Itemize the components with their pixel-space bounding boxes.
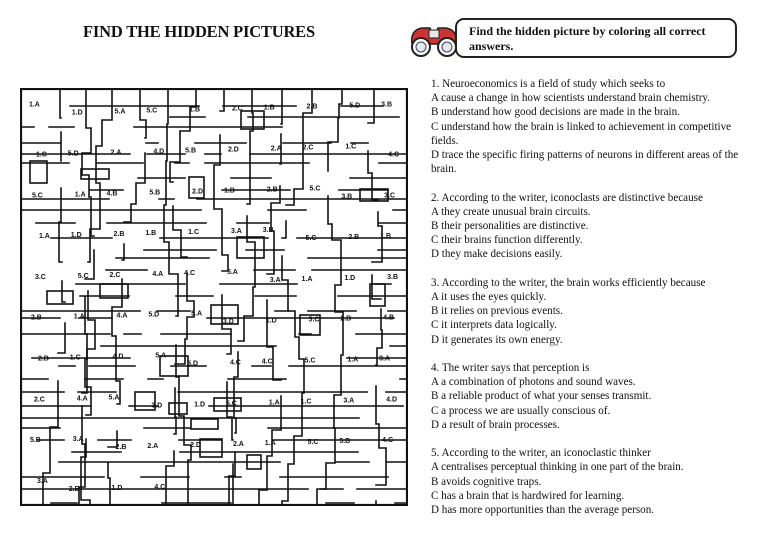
region-label[interactable]: 1.C	[69, 354, 81, 362]
region-label[interactable]: 5.C	[309, 185, 321, 193]
option-a: A they create unusual brain circuits.	[431, 205, 591, 218]
region-label[interactable]: 5.C	[225, 400, 237, 408]
region-label[interactable]: 1.B	[189, 106, 201, 114]
region-label[interactable]: 1.A	[268, 399, 280, 407]
question-stem: 5. According to the writer, an iconoclastic thinker	[431, 447, 651, 460]
question-stem: 1. Neuroeconomics is a field of study which seeks to	[431, 78, 666, 90]
region-label[interactable]: 3.B	[341, 193, 353, 201]
region-label[interactable]: 1.D	[111, 484, 123, 492]
region-label[interactable]: 5.C	[146, 107, 158, 115]
region-label[interactable]: 4.C	[184, 269, 196, 277]
question-1	[431, 77, 761, 176]
region-label[interactable]: 5.C	[77, 272, 89, 280]
worksheet-title: FIND THE HIDDEN PICTURES	[83, 22, 315, 41]
region-label[interactable]: 1.C	[188, 229, 200, 237]
region-label[interactable]: 1.C	[345, 143, 357, 151]
region-label[interactable]: 1.D	[70, 232, 82, 240]
region-label[interactable]: 3.B	[381, 101, 393, 109]
option-c: C has a brain that is hardwired for learning.	[431, 489, 625, 502]
option-d: D a result of brain processes.	[431, 418, 560, 431]
region-label[interactable]: 3.D	[222, 318, 234, 326]
binoculars-icon	[406, 20, 462, 60]
grid-box	[191, 419, 218, 429]
region-label[interactable]: 2.D	[227, 146, 239, 154]
region-label[interactable]: 2.D	[192, 188, 204, 196]
question-4	[431, 361, 761, 432]
instruction-box	[455, 18, 737, 58]
region-label[interactable]: 3.B	[387, 273, 399, 281]
region-label[interactable]: 1.B	[145, 230, 157, 238]
region-label[interactable]: 3.A	[72, 436, 84, 444]
question-5	[431, 446, 761, 517]
region-label[interactable]: 2.B	[266, 186, 278, 194]
region-label[interactable]: 5.D	[349, 102, 361, 110]
region-label[interactable]: 2.C	[231, 105, 243, 113]
question-stem: 3. According to the writer, the brain works efficiently because	[431, 276, 706, 289]
option-b: B it relies on previous events.	[431, 305, 563, 318]
question-2	[431, 191, 761, 262]
option-b: B a reliable product of what your senses transmit.	[431, 390, 652, 403]
option-a: A cause a change in how scientists understand brain chemistry.	[431, 92, 711, 105]
region-label[interactable]: 3.A	[230, 228, 242, 236]
region-label[interactable]: 5.D	[187, 360, 199, 368]
grid-box	[169, 403, 187, 414]
region-label[interactable]: 4.C	[382, 437, 394, 445]
option-b: B avoids cognitive traps.	[431, 475, 542, 488]
region-label[interactable]: 2.A	[110, 149, 122, 157]
region-label[interactable]: 2.C	[302, 144, 314, 152]
region-label[interactable]: 2.B	[113, 231, 125, 239]
option-a: A a combination of photons and sound waves.	[431, 376, 636, 389]
region-label[interactable]: 2.D	[190, 442, 202, 450]
region-label[interactable]: 4.C	[388, 151, 400, 159]
region-label[interactable]: 4.D	[386, 396, 398, 404]
option-c: C a process we are usually conscious of.	[431, 404, 611, 417]
option-b: B understand how good decisions are made in the brain.	[431, 106, 680, 119]
region-label[interactable]: 3.A	[269, 276, 281, 284]
region-label[interactable]: 5.C	[31, 192, 43, 200]
region-label[interactable]: 5.B	[29, 437, 41, 445]
region-label[interactable]: 2.A	[147, 443, 159, 451]
region-label[interactable]: 3.C	[384, 192, 396, 200]
option-b: B their personalities are distinctive.	[431, 220, 589, 233]
region-label[interactable]: 4.A	[152, 270, 164, 278]
region-label[interactable]: 5.B	[339, 438, 351, 446]
region-label[interactable]: 1.A	[73, 313, 85, 321]
region-label[interactable]: 1.A	[347, 356, 359, 364]
region-label[interactable]: 1.C	[300, 398, 312, 406]
region-label[interactable]: 1.A	[264, 440, 276, 448]
region-label[interactable]: 2.A	[232, 441, 244, 449]
region-label[interactable]: 4.A	[116, 312, 128, 320]
region-label[interactable]: 2.B	[68, 485, 80, 493]
region-label[interactable]: 1.A	[38, 233, 50, 241]
option-c: C understand how the brain is linked to achievement in competitive fields.	[431, 120, 732, 147]
region-label[interactable]: 3.C	[34, 273, 46, 281]
region-label[interactable]: 2.B	[340, 315, 352, 323]
region-label[interactable]: 1.B	[263, 104, 275, 112]
region-label[interactable]: 2.B	[37, 355, 49, 363]
region-label[interactable]: 5.B	[149, 189, 161, 197]
grid-box	[81, 169, 109, 179]
region-label[interactable]: 2.A	[270, 145, 282, 153]
region-label[interactable]: 1.D	[71, 109, 83, 117]
region-label[interactable]: 5.D	[67, 150, 79, 158]
question-list	[431, 77, 761, 531]
region-label[interactable]: 1.B	[380, 233, 392, 241]
region-label[interactable]: 3.A	[36, 477, 48, 485]
region-label[interactable]: 4.B	[106, 190, 118, 198]
region-label[interactable]: 4.D	[112, 353, 124, 361]
region-label[interactable]: 1.A	[74, 191, 86, 199]
region-label[interactable]: 4.C	[261, 358, 273, 366]
region-label[interactable]: 4.D	[153, 148, 165, 156]
question-3	[431, 276, 761, 347]
question-stem: 2. According to the writer, iconoclasts are distinctive because	[431, 191, 703, 204]
region-label[interactable]: 3.B	[262, 227, 274, 235]
region-label[interactable]: 5.C	[308, 316, 320, 324]
region-label[interactable]: 2.C	[33, 396, 45, 404]
region-label[interactable]: 1.B	[223, 187, 235, 195]
region-label[interactable]: 1.C	[35, 151, 47, 159]
option-a: A it uses the eyes quickly.	[431, 291, 547, 304]
grid-box	[200, 439, 222, 457]
option-d: D has more opportunities than the average person.	[431, 504, 655, 517]
region-label[interactable]: 1.D	[265, 317, 277, 325]
region-label[interactable]: 5.B	[185, 147, 197, 155]
region-label[interactable]: 5.C	[307, 439, 319, 447]
maze-grid-svg	[20, 88, 408, 506]
grid-box	[237, 237, 264, 258]
instruction-text: Find the hidden picture by coloring all correct answers.	[469, 24, 706, 53]
region-label[interactable]: 5.C	[305, 235, 317, 243]
region-label[interactable]: 3.A	[343, 397, 355, 405]
hidden-picture-grid	[20, 88, 408, 506]
option-d: D trace the specific firing patterns of neurons in different areas of the brain.	[431, 149, 739, 176]
region-label[interactable]: 5.A	[114, 108, 126, 116]
option-c: C it interprets data logically.	[431, 319, 557, 332]
region-label[interactable]: 2.B	[115, 444, 127, 452]
region-label[interactable]: 2.B	[30, 314, 42, 322]
region-label[interactable]: 5.C	[304, 357, 316, 365]
grid-box	[30, 161, 47, 183]
region-label[interactable]: 5.A	[226, 268, 238, 276]
region-label[interactable]: 5.A	[155, 352, 167, 360]
option-c: C their brains function differently.	[431, 234, 583, 247]
region-label[interactable]: 1.A	[301, 275, 313, 283]
region-label[interactable]: 2.C	[109, 271, 121, 279]
grid-box	[47, 291, 73, 304]
region-label[interactable]: 5.D	[148, 311, 160, 319]
region-label[interactable]: 1.D	[194, 401, 206, 409]
region-label[interactable]: 3.D	[151, 402, 163, 410]
option-d: D they make decisions easily.	[431, 248, 563, 261]
region-label[interactable]: 4.C	[154, 483, 166, 491]
region-label[interactable]: 5.A	[191, 310, 203, 318]
region-label[interactable]: 3.A	[379, 355, 391, 363]
question-stem: 4. The writer says that perception is	[431, 362, 590, 375]
region-label[interactable]: 5.A	[108, 394, 120, 402]
region-label[interactable]: 2.B	[348, 234, 360, 242]
region-label[interactable]: 1.D	[344, 274, 356, 282]
option-d: D it generates its own energy.	[431, 333, 563, 346]
region-label[interactable]: 1.A	[28, 101, 40, 109]
region-label[interactable]: 2.B	[306, 103, 318, 111]
option-a: A centralises perceptual thinking in one part of the brain.	[431, 461, 684, 474]
region-label[interactable]: 4.B	[383, 314, 395, 322]
region-label[interactable]: 4.C	[229, 359, 241, 367]
region-label[interactable]: 4.A	[76, 395, 88, 403]
